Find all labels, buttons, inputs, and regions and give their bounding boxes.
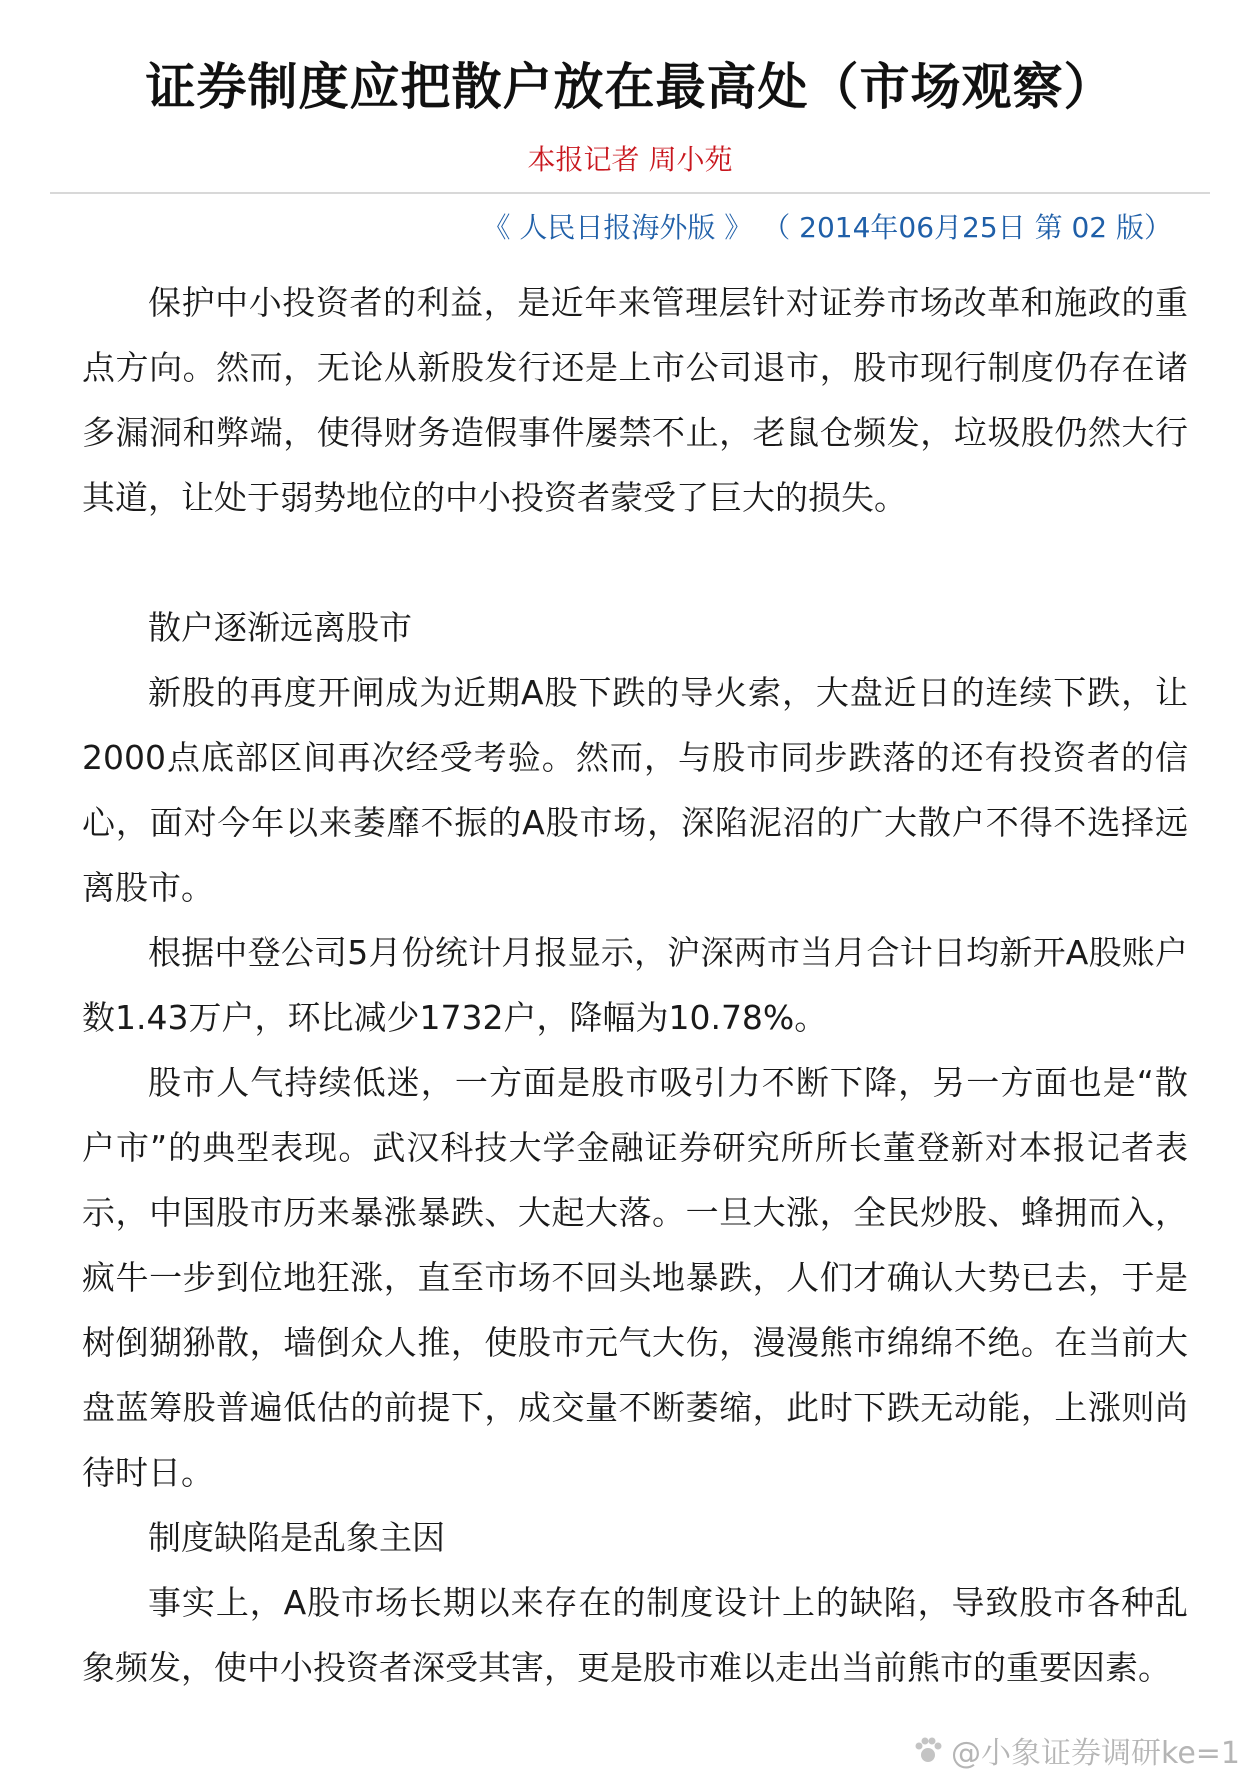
paragraph: 新股的再度开闸成为近期A股下跌的导火索，大盘近日的连续下跌，让2000点底部区间再次经受考验。然而，与股市同步跌落的还有投资者的信心，面对今年以来萎靡不振的A股市场，深陷泥沼的广大散户不得不选择远离股市。: [82, 673, 1188, 907]
paragraph: 保护中小投资者的利益，是近年来管理层针对证券市场改革和施政的重点方向。然而，无论从新股发行还是上市公司退市，股市现行制度仍存在诸多漏洞和弊端，使得财务造假事件屡禁不止，老鼠仓频发，垃圾股仍然大行其道，让处于弱势地位的中小投资者蒙受了巨大的损失。: [82, 283, 1188, 517]
source-paper-link[interactable]: 《 人民日报海外版 》: [482, 211, 753, 244]
paragraph: 根据中登公司5月份统计月报显示，沪深两市当月合计日均新开A股账户数1.43万户，环比减少1732户，降幅为10.78%。: [82, 933, 1188, 1037]
source-date: （ 2014年06月25日 第 02 版）: [776, 211, 1172, 244]
paragraph-spacer: [82, 530, 1188, 595]
byline: 本报记者 周小苑: [527, 143, 733, 176]
divider: [50, 192, 1210, 194]
paragraph: 事实上，A股市场长期以来存在的制度设计上的缺陷，导致股市各种乱象频发，使中小投资者深受其害，更是股市难以走出当前熊市的重要因素。: [82, 1583, 1188, 1687]
section-heading: 散户逐渐远离股市: [148, 608, 412, 647]
paw-icon: [911, 1733, 945, 1767]
headline: 证券制度应把散户放在最高处（市场观察）: [145, 57, 1115, 116]
watermark-text: @小象证券调研ke=1: [951, 1736, 1240, 1771]
source-line: [482, 208, 1172, 248]
article-body: [82, 270, 1188, 1700]
section-heading: 制度缺陷是乱象主因: [148, 1518, 445, 1557]
paragraph: 股市人气持续低迷，一方面是股市吸引力不断下降，另一方面也是“散户市”的典型表现。武汉科技大学金融证券研究所所长董登新对本报记者表示，中国股市历来暴涨暴跌、大起大落。一旦大涨，全民炒股、蜂拥而入，疯牛一步到位地狂涨，直至市场不回头地暴跌，人们才确认大势已去，于是树倒猢狲散，墙倒众人推，使股市元气大伤，漫漫熊市绵绵不绝。在当前大盘蓝筹股普遍低估的前提下，成交量不断萎缩，此时下跌无动能，上涨则尚待时日。: [82, 1063, 1188, 1492]
watermark: [911, 1728, 1240, 1772]
